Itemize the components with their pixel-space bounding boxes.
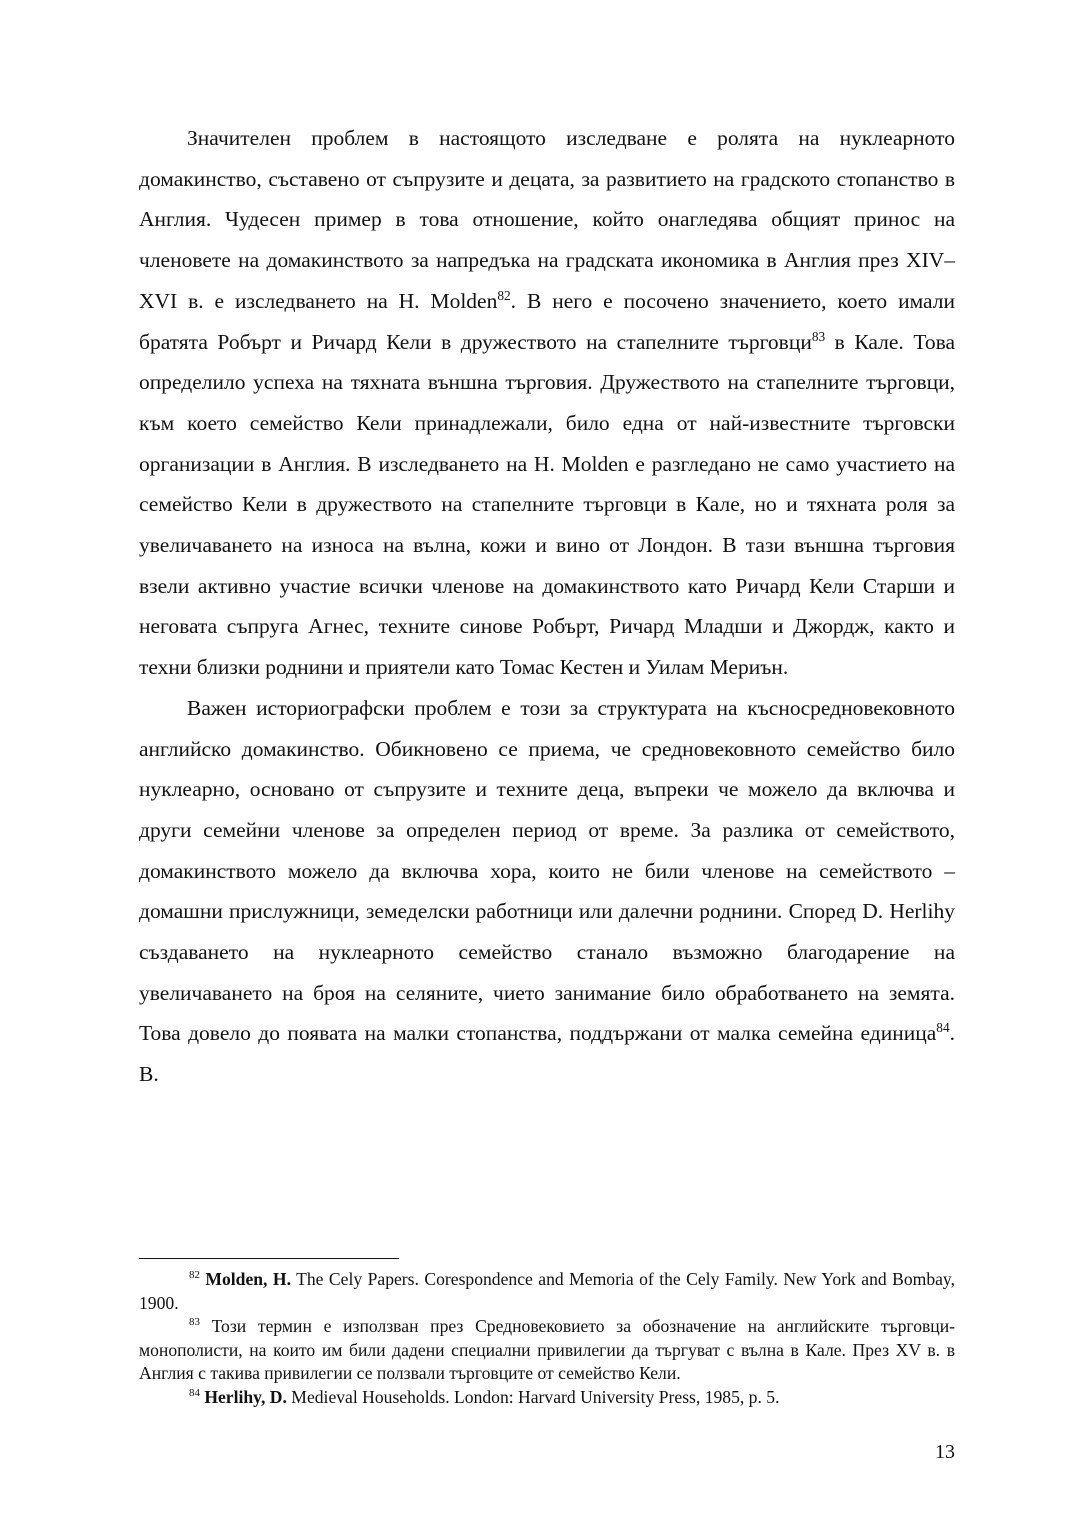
paragraph-2-text-a: Важен историографски проблем е този за структурата на къснoсредновековното английско домакинство. Обикновено се приема, че средновековното семейство било нуклеарно, основано от съпрузите и техните деца, въпреки че можело да включва и други семейни членове за определен период от време. За разлика от семейството, домакинството можело да включва хора, които не били членове на семейството – домашни прислужници, земеделски работници или далечни роднини. Според D. Herlihy създаването на нуклеарното семейство станало възможно благодарение на увеличаването на броя на селяните, чието занимание било обработването на земята. Това довело до появата на малки стопанства, поддържани от малка семейна единица [139,695,955,1046]
footnote-ref-84[interactable]: 84 [936,1020,950,1036]
footnote-ref-82[interactable]: 82 [497,287,511,303]
footnote-author: Molden, H. [205,1269,291,1289]
main-text [139,118,955,1095]
paragraph-2 [139,688,955,1095]
footnote-82 [139,1268,955,1315]
footnote-text: Този термин е използван през Средновековието за обозначение на английските търговци-монополисти, на които им били дадени специални привилегии да търгуват с вълна в Кале. През XV в. в Англия с такива привилегии се ползвали търговците от семейство Кели. [139,1316,955,1383]
footnote-ref-83[interactable]: 83 [811,328,826,344]
paragraph-1-text-c: в Кале. Това определило успеха на тяхната външна търговия. Дружеството на стапелните търговци, към което семейство Кели принадлежали, било една от най-известните търговски организации в Англия. В изследването на H. Molden е разгледано не само участието на семейство Кели в дружеството на стапелните търговци в Кале, но и тяхната роля за увеличаването на износа на вълна, кожи и вино от Лондон. В тази външна търговия взели активно участие всички членове на домакинството като Ричард Кели Старши и неговата съпруга Агнес, техните синове Робърт, Ричард Младши и Джордж, както и техни близки роднини и приятели като Томас Кестен и Уилам Мериън. [139,329,955,680]
footnote-83 [139,1315,955,1386]
footnote-number: 83 [189,1316,200,1329]
footnote-separator [139,1258,399,1259]
page-number: 13 [935,1441,955,1463]
paragraph-2-text-b: . В. [139,1021,955,1087]
footnote-text: Medieval Households. London: Harvard University Press, 1985, p. 5. [286,1386,780,1407]
footnotes [139,1268,955,1409]
footnote-84 [139,1386,955,1410]
footnote-author: Herlihy, D. [204,1386,287,1407]
footnote-number: 84 [189,1386,200,1399]
paragraph-1-text-a: Значителен проблем в настоящото изследване е ролята на нуклеарното домакинство, съставено от съпрузите и децата, за развитието на градското стопанство в Англия. Чудесен пример в това отношение, който онагледява общият принос на членовете на домакинството за напредъка на градската икономика в Англия през XIV–XVI в. е изследването на H. Molden [139,126,955,313]
footnote-number: 82 [189,1269,200,1282]
paragraph-1-text-b: . В него е посочено значението, което имали братята Робърт и Ричард Кели в дружеството на стапелните търговци [139,288,956,354]
footnote-text: The Cely Papers. Corespondence and Memoria of the Cely Family. New York and Bombay, 1900. [139,1269,955,1313]
paragraph-1 [139,118,955,688]
